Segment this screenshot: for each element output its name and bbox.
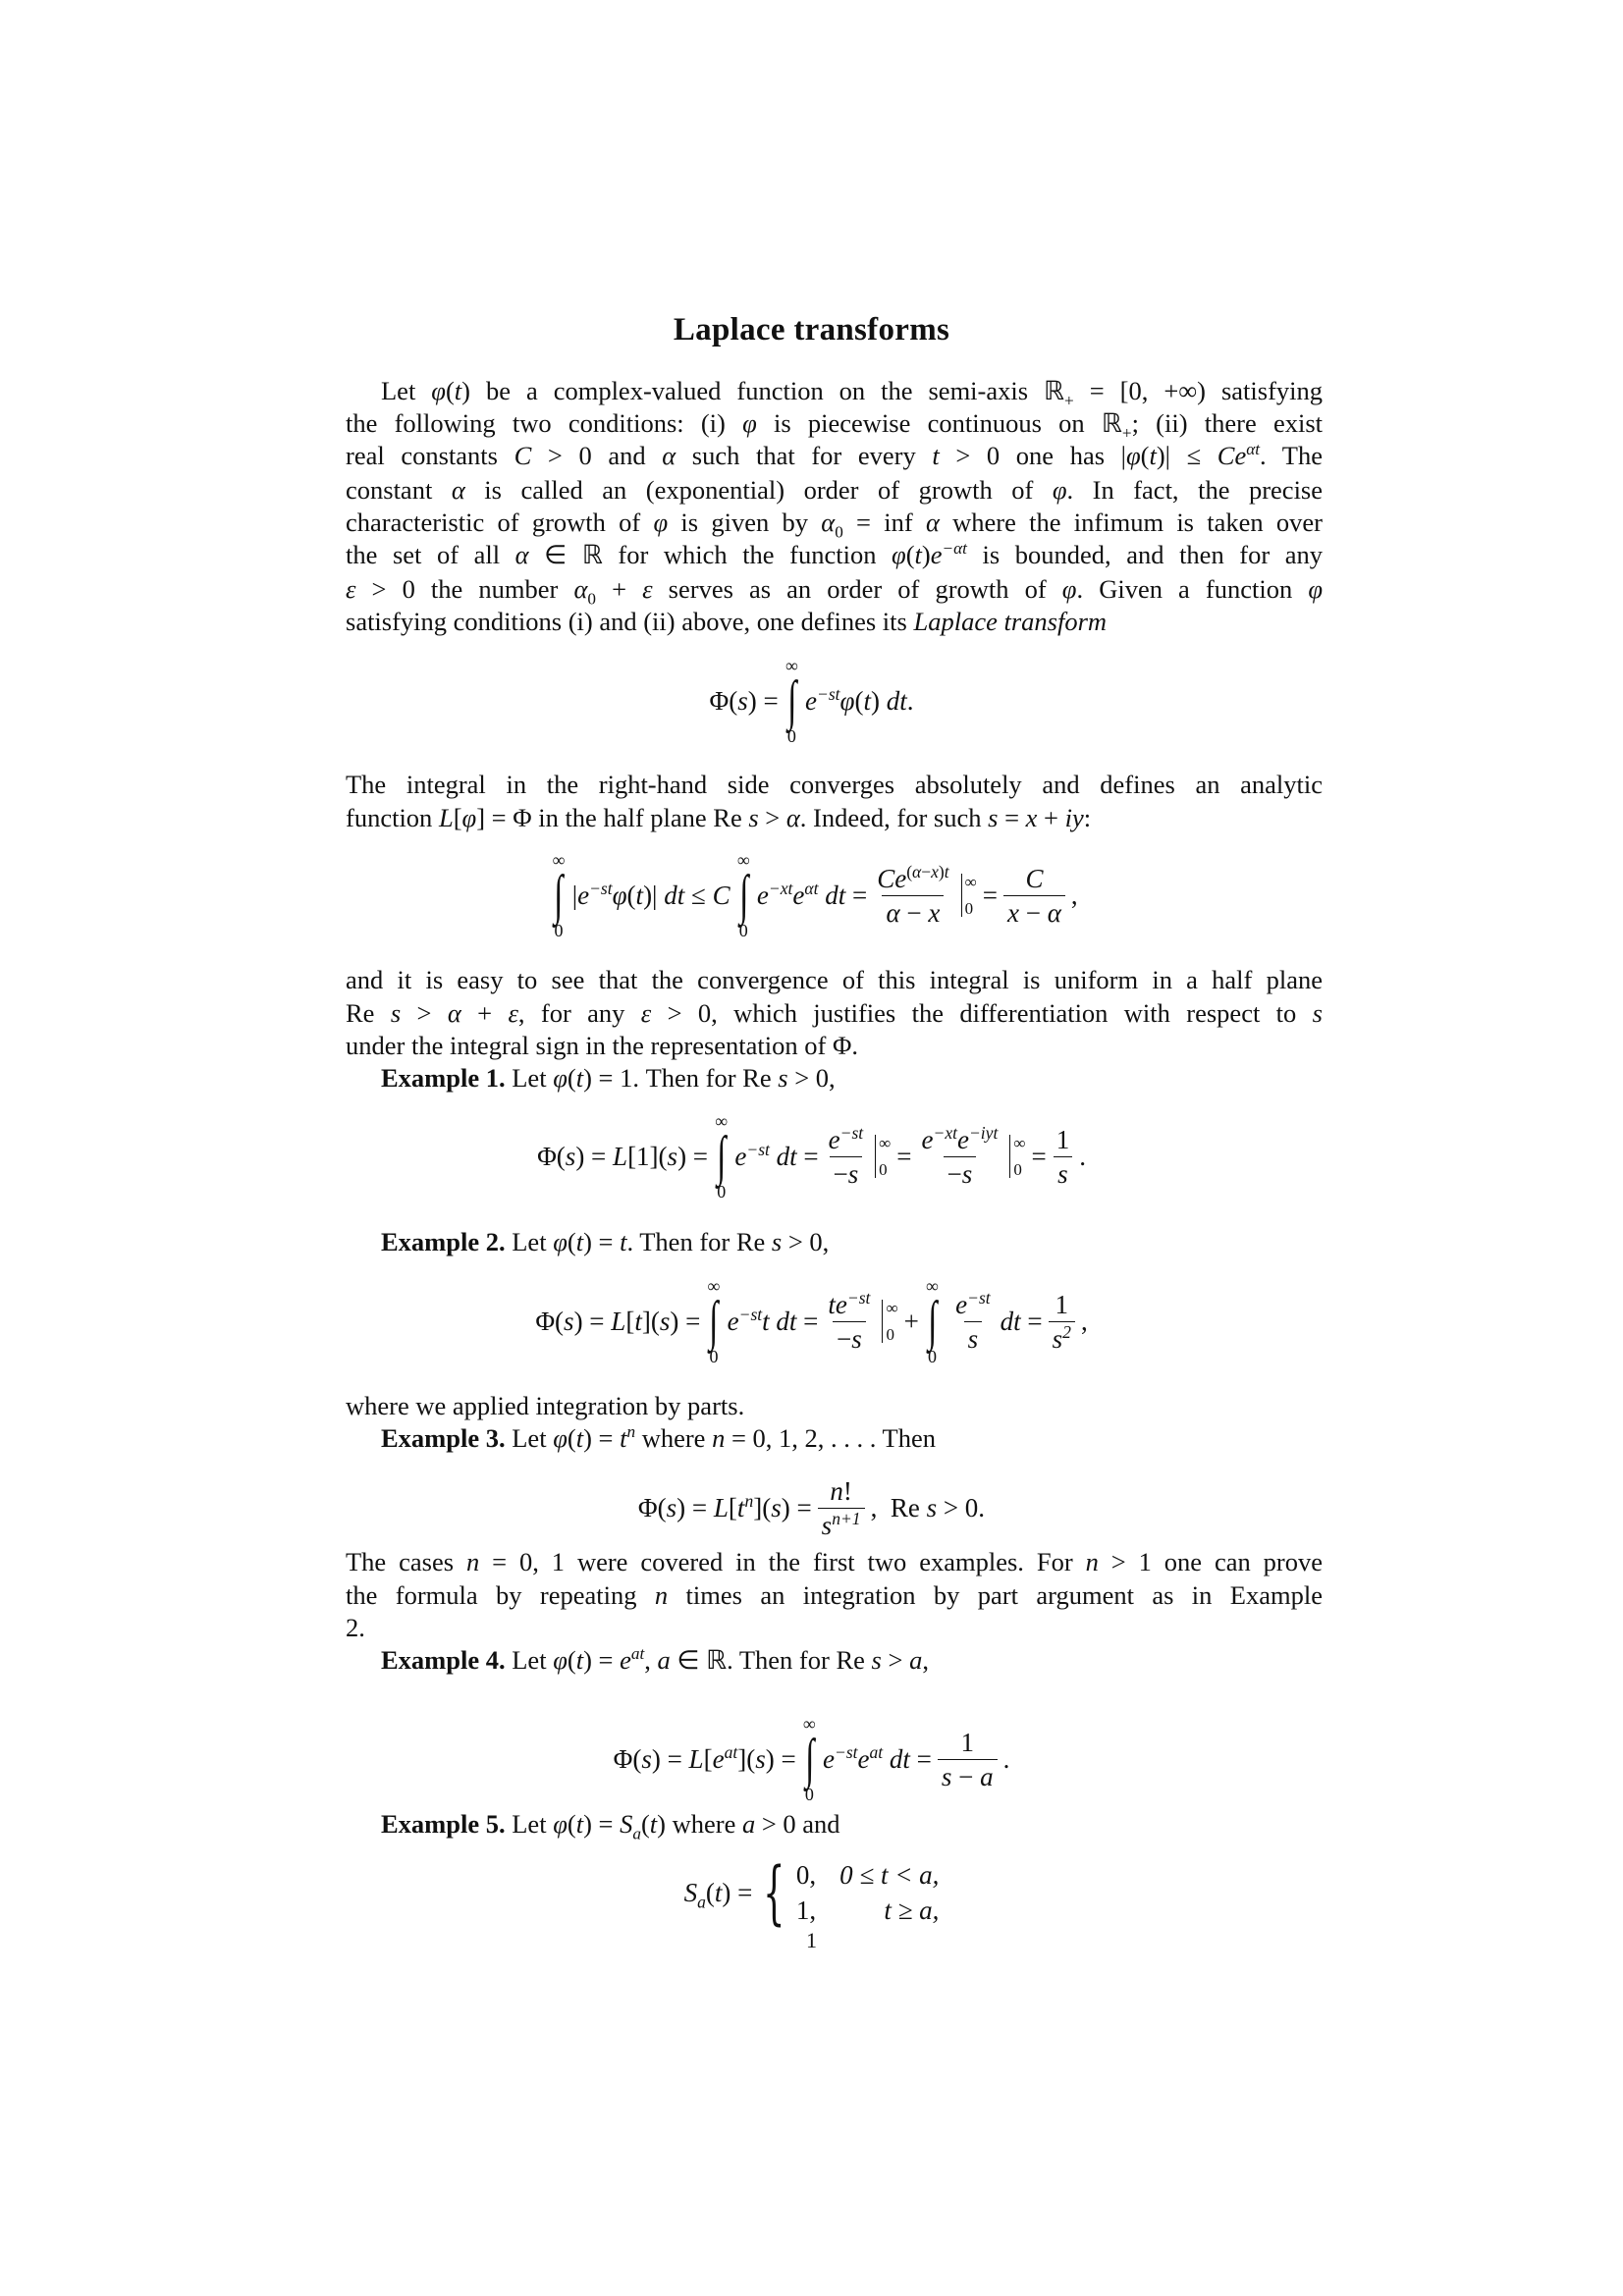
example-5-equation: $S_a(t)$ = { 0, 0 ≤ t < a, 1, t ≥ a, [683,1852,940,1933]
intro-line-4: constant α is called an (exponential) order of growth of φ. In fact, the precise [346,475,1324,505]
para3-line-2: Re s > α + ε, for any ε > 0, which justifies the differentiation with respect to s [346,998,1323,1028]
para2-line-2: function L[φ] = Φ in the half plane Re s > α. Indeed, for such s = x + iy: [346,803,1092,832]
example-4-equation: $\Phi(s) = L[e^{at}](s)$ = ∞ ∫ 0 $e^{-st}e^{at}$ dt = $\frac{1}{s - a}$ . [613,1714,1010,1804]
example-2-equation: Φ(s) = L[t](s) = ∞ ∫ 0 $e^{-st}t$ dt = $\frac{te^{-st}}{-s}$ ∞ 0 + ∞ ∫ 0 $\frac{e^{-st}}{s}$ dt = $\frac{1}{s^2}$ , [535,1276,1088,1366]
intro-line-5: characteristic of growth of φ is given by $\alpha_0$ = inf α where the infimum is taken over [346,507,1323,542]
example-5-statement: Example 5. Let $\varphi(t) = S_a(t)$ where a > 0 and [381,1809,840,1843]
intro-line-3: real constants C > 0 and α such that for every t > 0 one has $|\varphi(t)| \le Ce^{\alpha t}$. The [346,440,1324,470]
para3-line-1: and it is easy to see that the convergence of this integral is uniform in a half plane [346,965,1323,994]
intro-line-7: ε > 0 the number $\alpha_0 + \varepsilon$ serves as an order of growth of φ. Given a function φ [346,574,1323,609]
example-1-statement: Example 1. Let φ(t) = 1. Then for Re s > 0, [381,1063,836,1093]
example-3-after-line-3: 2. [346,1613,365,1642]
integral-sign: ∞ ∫ 0 [784,656,798,746]
example-4-statement: Example 4. Let $\varphi(t) = e^{at}$, a ∈ ℝ. Then for Re s > a, [381,1644,929,1675]
example-2-after: where we applied integration by parts. [346,1391,745,1420]
example-1-equation: Φ(s) = L[1](s) = ∞ ∫ 0 $e^{-st}$ dt = $\frac{e^{-st}}{-s}$ ∞ 0 = $\frac{e^{-xt}e^{-iyt}}{-s}$ ∞ 0 = $\frac{1}{s}$ . [537,1111,1086,1201]
example-2-statement: Example 2. Let φ(t) = t. Then for Re s > 0, [381,1227,830,1256]
left-brace: { [763,1852,785,1933]
case-value: 1, [795,1896,817,1925]
case-condition: 0 ≤ t < a, [839,1860,940,1890]
intro-line-8: satisfying conditions (i) and (ii) above, one defines its Laplace transform [346,607,1108,636]
case-condition: t ≥ a, [884,1896,940,1925]
intro-line-2: the following two conditions: (i) φ is piecewise continuous on ℝ$_+$; (ii) there exist [346,408,1324,443]
para3-line-3: under the integral sign in the representation of Φ. [346,1031,858,1060]
para2-line-1: The integral in the right-hand side converges absolutely and defines an analytic [346,770,1323,799]
intro-line-1: Let φ(t) be a complex-valued function on the semi-axis ℝ$_+$ = [0, +∞) satisfying [381,376,1324,410]
example-3-after-line-1: The cases n = 0, 1 were covered in the first two examples. For n > 1 one can prove [346,1547,1323,1576]
example-3-statement: Example 3. Let $\varphi(t) = t^n$ where n = 0, 1, 2, . . . . Then [381,1422,936,1453]
equation-bound: ∞ ∫ 0 $|e^{-st}\varphi(t)|$ dt ≤ C ∞ ∫ 0 $e^{-xt}e^{\alpha t}$ dt = $\frac{Ce^{(\alpha-x)t}}{\alpha - x}$ ∞ 0 = $\frac{C}{x - \alpha}$ , [552,850,1078,940]
page-title: Laplace transforms [673,312,950,347]
example-3-equation: $\Phi(s) = L[t^n](s)$ = $\frac{n!}{s^{n+1}}$ , Re s > 0. [637,1476,986,1540]
example-3-after-line-2: the formula by repeating n times an integration by part argument as in Example [346,1580,1323,1610]
equation-definition: Φ(s) = ∞ ∫ 0 $e^{-st}\varphi(t)$ dt. [709,656,914,746]
page-number: 1 [806,1928,817,1952]
case-value: 0, [795,1860,817,1890]
intro-line-6: the set of all α ∈ ℝ for which the function $\varphi(t)e^{-\alpha t}$ is bounded, and then for any [346,539,1323,569]
